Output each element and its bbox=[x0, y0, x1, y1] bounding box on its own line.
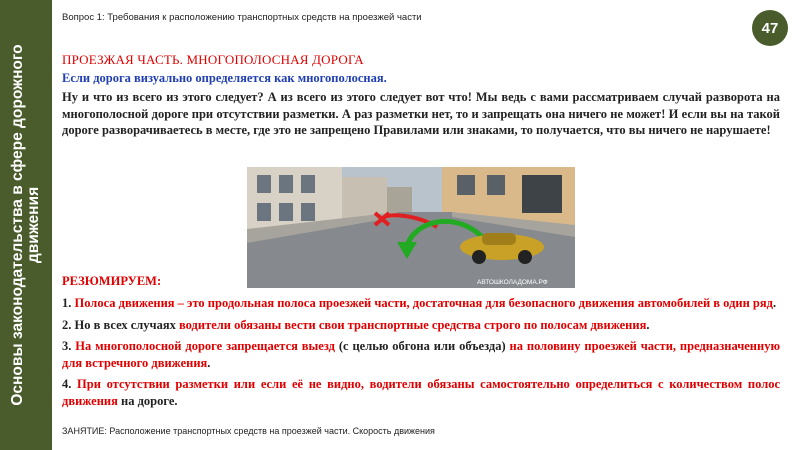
item-text: на дороге. bbox=[121, 393, 178, 408]
lesson-footer: ЗАНЯТИЕ: Расположение транспортных средств на проезжей части. Скорость движения bbox=[62, 426, 435, 436]
slide-title: ПРОЕЗЖАЯ ЧАСТЬ. МНОГОПОЛОСНАЯ ДОРОГА bbox=[62, 52, 364, 67]
slide-number-badge: 47 bbox=[752, 10, 788, 46]
intro-paragraph: Ну и что из всего из этого следует? А из всего из этого следует вот что! Мы ведь с вами рассматриваем случай разворота на многополосной дороге при отсутствии разметки. А раз разметки нет, то и запрещать она ничего не может! И если вы на такой дороге разворачиваетесь в месте, где это не запрещено Правилами или знаками, то получается, что вы ничего не нарушаете! bbox=[62, 90, 780, 137]
sidebar-title: Основы законодательства в сфере дорожного движения bbox=[9, 44, 42, 406]
item-text: (с целью обгона или объезда) bbox=[338, 339, 506, 353]
item-text: . bbox=[646, 317, 650, 332]
watermark-text: АВТОШКОЛАДОМА.РФ bbox=[477, 279, 548, 286]
item-text-red: на половину проезжей части, предназначенную для встречного движения bbox=[62, 339, 781, 370]
list-item bbox=[62, 295, 780, 312]
item-text-red: водители обязаны вести свои транспортные средства строго по полосам движения bbox=[179, 317, 647, 332]
slide-subtitle: Если дорога визуально определяется как многополосная. bbox=[62, 71, 387, 85]
item-text: . bbox=[207, 355, 211, 370]
item-number: 3. bbox=[62, 339, 72, 353]
summary-heading: РЕЗЮМИРУЕМ: bbox=[62, 274, 162, 288]
item-text-red: Полоса движения – это продольная полоса проезжей части, достаточная для безопасного движения автомобилей в один ряд bbox=[74, 296, 773, 310]
street-illustration bbox=[247, 167, 575, 288]
list-item bbox=[62, 338, 780, 371]
item-number: 2. bbox=[62, 317, 72, 332]
item-text-red: При отсутствии разметки или если её не видно, водители обязаны самостоятельно определиться с количеством полос движения bbox=[62, 377, 780, 408]
item-text-red: На многополосной дороге запрещается выезд bbox=[75, 339, 335, 353]
item-number: 1. bbox=[62, 296, 72, 310]
item-number: 4. bbox=[62, 377, 72, 391]
sidebar bbox=[0, 0, 52, 450]
list-item bbox=[62, 317, 780, 334]
summary-list bbox=[62, 295, 780, 414]
item-text: . bbox=[772, 296, 777, 310]
question-header: Вопрос 1: Требования к расположению транспортных средств на проезжей части bbox=[62, 12, 422, 23]
list-item bbox=[62, 376, 780, 409]
street-scene-svg bbox=[247, 167, 575, 288]
item-text: Но в всех случаях bbox=[74, 317, 176, 332]
